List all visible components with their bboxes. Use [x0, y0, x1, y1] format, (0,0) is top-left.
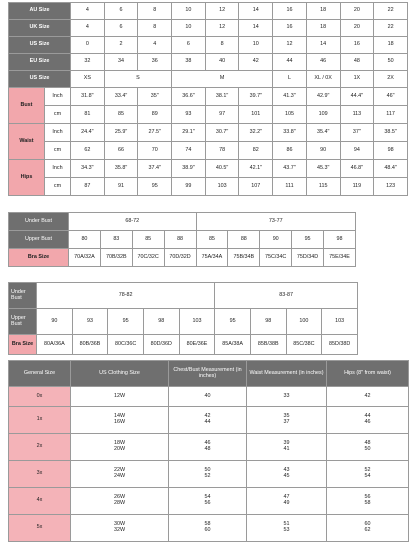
table-row	[9, 515, 409, 542]
hips-cell	[327, 461, 409, 488]
size-cell: 8	[138, 20, 172, 37]
measure-cell: 115	[306, 178, 340, 196]
bra-size-cell: 80E/36E	[179, 335, 215, 355]
measure-cell: 105	[273, 106, 307, 124]
measure-cell: 62	[71, 142, 105, 160]
bra-size-cell: 75C/34C	[260, 249, 292, 267]
measure-cell: 38.5"	[374, 124, 408, 142]
upper-bust-cell: 90	[37, 309, 73, 335]
measure-cell: 38.9"	[172, 160, 206, 178]
value: 45	[283, 473, 290, 479]
size-cell: 10	[239, 37, 273, 54]
value: 47	[283, 494, 290, 501]
chest-cell	[169, 461, 247, 488]
plus-size-table	[8, 360, 409, 542]
waist-cell	[247, 515, 327, 542]
measure-cell: 27.5"	[138, 124, 172, 142]
size-cell: 18	[306, 20, 340, 37]
bra-size-label: Bra Size	[9, 335, 37, 355]
header-chest-bust: Chest/Bust Measurement (in inches)	[169, 361, 247, 387]
value: 46	[204, 440, 211, 447]
upper-bust-cell: 83	[100, 231, 132, 249]
measure-cell: 33.8"	[273, 124, 307, 142]
size-cell: S	[104, 71, 171, 88]
waist-cell	[247, 488, 327, 515]
size-cell: 32	[71, 54, 105, 71]
chest-cell	[169, 407, 247, 434]
upper-bust-cell: 88	[228, 231, 260, 249]
measure-cell: 31.8"	[71, 88, 105, 106]
size-cell: 16	[340, 37, 374, 54]
bra-size-cell: 75E/34E	[324, 249, 356, 267]
under-bust-group: 83-87	[215, 283, 358, 309]
bra-size-cell: 80B/36B	[72, 335, 108, 355]
measure-cell: 37"	[340, 124, 374, 142]
hips-cell	[327, 434, 409, 461]
us-size-cell	[71, 461, 169, 488]
waist-cm-row	[9, 142, 408, 160]
table-row	[9, 407, 409, 434]
value: 32W	[113, 527, 126, 533]
table-row	[9, 488, 409, 515]
hips-label: Hips	[9, 160, 45, 196]
under-bust-row	[9, 213, 356, 231]
measure-cell: 25.9"	[104, 124, 138, 142]
measure-cell: 97	[205, 106, 239, 124]
size-cell: 18	[374, 37, 408, 54]
size-cell: 16	[273, 20, 307, 37]
size-cell: 44	[273, 54, 307, 71]
value: 41	[283, 446, 290, 452]
bra-size-cell: 85A/38A	[215, 335, 251, 355]
uk-size-row	[9, 20, 408, 37]
measure-cell: 29.1"	[172, 124, 206, 142]
measure-cell: 82	[239, 142, 273, 160]
measure-cell: 103	[205, 178, 239, 196]
measure-cell: 94	[340, 142, 374, 160]
bra-size-table-2	[8, 282, 358, 355]
value: 53	[283, 527, 290, 533]
waist-cell	[247, 407, 327, 434]
table-row	[9, 387, 409, 407]
measure-cell: 107	[239, 178, 273, 196]
size-cell: 12	[205, 20, 239, 37]
measure-cell: 40.5"	[205, 160, 239, 178]
bra-size-cell: 85B/38B	[250, 335, 286, 355]
bra-size-cell: 75D/34D	[292, 249, 324, 267]
measure-cell: 93	[172, 106, 206, 124]
us-size-cell	[71, 407, 169, 434]
size-cell: 14	[306, 37, 340, 54]
us-size-cell	[71, 515, 169, 542]
size-cell: 12	[205, 3, 239, 20]
value: 46	[364, 419, 371, 425]
bra-size-cell: 80D/36D	[143, 335, 179, 355]
measure-cell: 33.4"	[104, 88, 138, 106]
upper-bust-cell: 95	[108, 309, 144, 335]
value: 42	[204, 413, 211, 420]
upper-bust-cell: 85	[132, 231, 164, 249]
measure-cell: 98	[374, 142, 408, 160]
measure-cell: 39.7"	[239, 88, 273, 106]
measure-cell: 109	[306, 106, 340, 124]
unit-label: cm	[45, 142, 71, 160]
header-hips: Hips (8" from waist)	[327, 361, 409, 387]
measure-cell: 101	[239, 106, 273, 124]
value: 50	[204, 467, 211, 474]
under-bust-group: 68-72	[69, 213, 197, 231]
bra-size-cell: 70D/32D	[164, 249, 196, 267]
value: 56	[204, 500, 211, 506]
us-letter-size-row	[9, 71, 408, 88]
bust-inch-row	[9, 88, 408, 106]
general-size-cell: 1x	[9, 407, 71, 434]
value: 26W	[113, 494, 126, 501]
value: 18W	[113, 440, 126, 447]
size-cell: 18	[306, 3, 340, 20]
waist-cell	[247, 434, 327, 461]
under-bust-label: Under Bust	[9, 213, 69, 231]
hips-cell: 42	[327, 387, 409, 407]
upper-bust-cell: 90	[260, 231, 292, 249]
table-row	[9, 461, 409, 488]
waist-inch-row	[9, 124, 408, 142]
size-cell: 2	[104, 37, 138, 54]
header-general-size: General Size	[9, 361, 71, 387]
chest-cell: 40	[169, 387, 247, 407]
measure-cell: 70	[138, 142, 172, 160]
measure-cell: 89	[138, 106, 172, 124]
size-cell: 10	[172, 3, 206, 20]
waist-cell: 33	[247, 387, 327, 407]
size-chart-table	[8, 2, 408, 196]
size-cell: 38	[172, 54, 206, 71]
bra-size-row	[9, 249, 356, 267]
measure-cell: 117	[374, 106, 408, 124]
value: 60	[364, 521, 371, 528]
measure-cell: 46"	[374, 88, 408, 106]
unit-label: cm	[45, 106, 71, 124]
measure-cell: 35.8"	[104, 160, 138, 178]
waist-label: Waist	[9, 124, 45, 160]
unit-label: Inch	[45, 124, 71, 142]
upper-bust-label: Upper Bust	[9, 231, 69, 249]
size-cell: 50	[374, 54, 408, 71]
measure-cell: 32.2"	[239, 124, 273, 142]
size-cell: 36	[138, 54, 172, 71]
measure-cell: 36.6"	[172, 88, 206, 106]
value: 49	[283, 500, 290, 506]
header-us-clothing-size: US Clothing Size	[71, 361, 169, 387]
size-cell: 1X	[340, 71, 374, 88]
value: 37	[283, 419, 290, 425]
general-size-cell: 0x	[9, 387, 71, 407]
hips-cell	[327, 515, 409, 542]
us-size-row	[9, 37, 408, 54]
uk-size-label: UK Size	[9, 20, 71, 37]
size-cell: 20	[340, 3, 374, 20]
measure-cell: 66	[104, 142, 138, 160]
bust-label: Bust	[9, 88, 45, 124]
value: 48	[364, 440, 371, 447]
value: 43	[283, 467, 290, 474]
measure-cell: 42.1"	[239, 160, 273, 178]
measure-cell: 46.8"	[340, 160, 374, 178]
measure-cell: 45.3"	[306, 160, 340, 178]
bra-size-cell: 70A/32A	[69, 249, 101, 267]
size-cell: 16	[273, 3, 307, 20]
hips-cm-row	[9, 178, 408, 196]
us-letter-size-label: US Size	[9, 71, 71, 88]
bust-cm-row	[9, 106, 408, 124]
value: 44	[204, 419, 211, 425]
size-cell: 22	[374, 3, 408, 20]
size-cell: 42	[239, 54, 273, 71]
header-waist: Waist Measurement (in inches)	[247, 361, 327, 387]
measure-cell: 86	[273, 142, 307, 160]
upper-bust-label: Upper Bust	[9, 309, 37, 335]
value: 52	[364, 467, 371, 474]
measure-cell: 74	[172, 142, 206, 160]
general-size-cell: 5x	[9, 515, 71, 542]
bra-size-cell: 85C/38C	[286, 335, 322, 355]
upper-bust-cell: 80	[69, 231, 101, 249]
general-size-cell: 2x	[9, 434, 71, 461]
measure-cell: 111	[273, 178, 307, 196]
measure-cell: 34.3"	[71, 160, 105, 178]
value: 14W	[113, 413, 126, 420]
value: 39	[283, 440, 290, 447]
chest-cell	[169, 434, 247, 461]
au-size-label: AU Size	[9, 3, 71, 20]
size-cell: 4	[138, 37, 172, 54]
value: 30W	[113, 521, 126, 528]
measure-cell: 35"	[138, 88, 172, 106]
us-size-cell: 12W	[71, 387, 169, 407]
bra-size-cell: 70B/32B	[100, 249, 132, 267]
bra-size-cell: 85D/38D	[322, 335, 358, 355]
bra-size-cell: 70C/32C	[132, 249, 164, 267]
hips-cell	[327, 407, 409, 434]
chest-cell	[169, 488, 247, 515]
upper-bust-cell: 103	[179, 309, 215, 335]
size-cell: 20	[340, 20, 374, 37]
size-cell: 4	[71, 3, 105, 20]
measure-cell: 123	[374, 178, 408, 196]
value: 35	[283, 413, 290, 420]
measure-cell: 43.7"	[273, 160, 307, 178]
upper-bust-cell: 100	[286, 309, 322, 335]
general-size-cell: 4x	[9, 488, 71, 515]
bra-size-cell: 80C/36C	[108, 335, 144, 355]
value: 20W	[113, 446, 126, 452]
measure-cell: 42.9"	[306, 88, 340, 106]
upper-bust-cell: 103	[322, 309, 358, 335]
hips-cell	[327, 488, 409, 515]
measure-cell: 95	[138, 178, 172, 196]
size-cell: 0	[71, 37, 105, 54]
general-size-cell: 3x	[9, 461, 71, 488]
waist-cell	[247, 461, 327, 488]
size-cell: 12	[273, 37, 307, 54]
size-cell: 6	[172, 37, 206, 54]
measure-cell: 113	[340, 106, 374, 124]
unit-label: Inch	[45, 160, 71, 178]
measure-cell: 119	[340, 178, 374, 196]
measure-cell: 24.4"	[71, 124, 105, 142]
upper-bust-row	[9, 309, 358, 335]
measure-cell: 35.4"	[306, 124, 340, 142]
measure-cell: 99	[172, 178, 206, 196]
value: 58	[204, 521, 211, 528]
upper-bust-cell: 98	[324, 231, 356, 249]
value: 16W	[113, 419, 126, 425]
value: 51	[283, 521, 290, 528]
measure-cell: 78	[205, 142, 239, 160]
measure-cell: 44.4"	[340, 88, 374, 106]
size-cell: 14	[239, 3, 273, 20]
upper-bust-cell: 98	[143, 309, 179, 335]
size-cell: 8	[205, 37, 239, 54]
bra-size-table-1	[8, 212, 356, 267]
value: 58	[364, 500, 371, 506]
measure-cell: 48.4"	[374, 160, 408, 178]
plus-header-row	[9, 361, 409, 387]
size-cell: XS	[71, 71, 105, 88]
bra-size-cell: 80A/36A	[37, 335, 73, 355]
measure-cell: 85	[104, 106, 138, 124]
value: 24W	[113, 473, 126, 479]
us-size-cell	[71, 434, 169, 461]
value: 50	[364, 446, 371, 452]
upper-bust-row	[9, 231, 356, 249]
value: 48	[204, 446, 211, 452]
upper-bust-cell: 95	[292, 231, 324, 249]
bra-size-label: Bra Size	[9, 249, 69, 267]
au-size-row	[9, 3, 408, 20]
value: 52	[204, 473, 211, 479]
measure-cell: 81	[71, 106, 105, 124]
table-row	[9, 434, 409, 461]
size-cell: 6	[104, 20, 138, 37]
value: 62	[364, 527, 371, 533]
bra-size-cell: 75A/34A	[196, 249, 228, 267]
size-cell: 46	[306, 54, 340, 71]
size-cell: 2X	[374, 71, 408, 88]
under-bust-group: 78-82	[37, 283, 215, 309]
upper-bust-cell: 88	[164, 231, 196, 249]
unit-label: cm	[45, 178, 71, 196]
upper-bust-cell: 98	[250, 309, 286, 335]
value: 22W	[113, 467, 126, 474]
value: 54	[364, 473, 371, 479]
value: 44	[364, 413, 371, 420]
value: 56	[364, 494, 371, 501]
measure-cell: 37.4"	[138, 160, 172, 178]
chest-cell	[169, 515, 247, 542]
unit-label: Inch	[45, 88, 71, 106]
bra-size-row	[9, 335, 358, 355]
size-cell: M	[172, 71, 273, 88]
under-bust-label: Under Bust	[9, 283, 37, 309]
measure-cell: 87	[71, 178, 105, 196]
value: 60	[204, 527, 211, 533]
measure-cell: 30.7"	[205, 124, 239, 142]
size-cell: 4	[71, 20, 105, 37]
size-cell: 10	[172, 20, 206, 37]
size-cell: XL / 0X	[306, 71, 340, 88]
upper-bust-cell: 95	[215, 309, 251, 335]
measure-cell: 41.3"	[273, 88, 307, 106]
value: 28W	[113, 500, 126, 506]
eu-size-row	[9, 54, 408, 71]
size-cell: 8	[138, 3, 172, 20]
measure-cell: 91	[104, 178, 138, 196]
measure-cell: 38.1"	[205, 88, 239, 106]
eu-size-label: EU Size	[9, 54, 71, 71]
upper-bust-cell: 93	[72, 309, 108, 335]
upper-bust-cell: 85	[196, 231, 228, 249]
size-cell: 48	[340, 54, 374, 71]
size-cell: 40	[205, 54, 239, 71]
hips-inch-row	[9, 160, 408, 178]
size-cell: L	[273, 71, 307, 88]
size-cell: 34	[104, 54, 138, 71]
under-bust-row	[9, 283, 358, 309]
measure-cell: 90	[306, 142, 340, 160]
us-size-cell	[71, 488, 169, 515]
us-size-label: US Size	[9, 37, 71, 54]
size-cell: 22	[374, 20, 408, 37]
under-bust-group: 73-77	[196, 213, 356, 231]
size-cell: 14	[239, 20, 273, 37]
bra-size-cell: 75B/34B	[228, 249, 260, 267]
value: 54	[204, 494, 211, 501]
size-cell: 6	[104, 3, 138, 20]
